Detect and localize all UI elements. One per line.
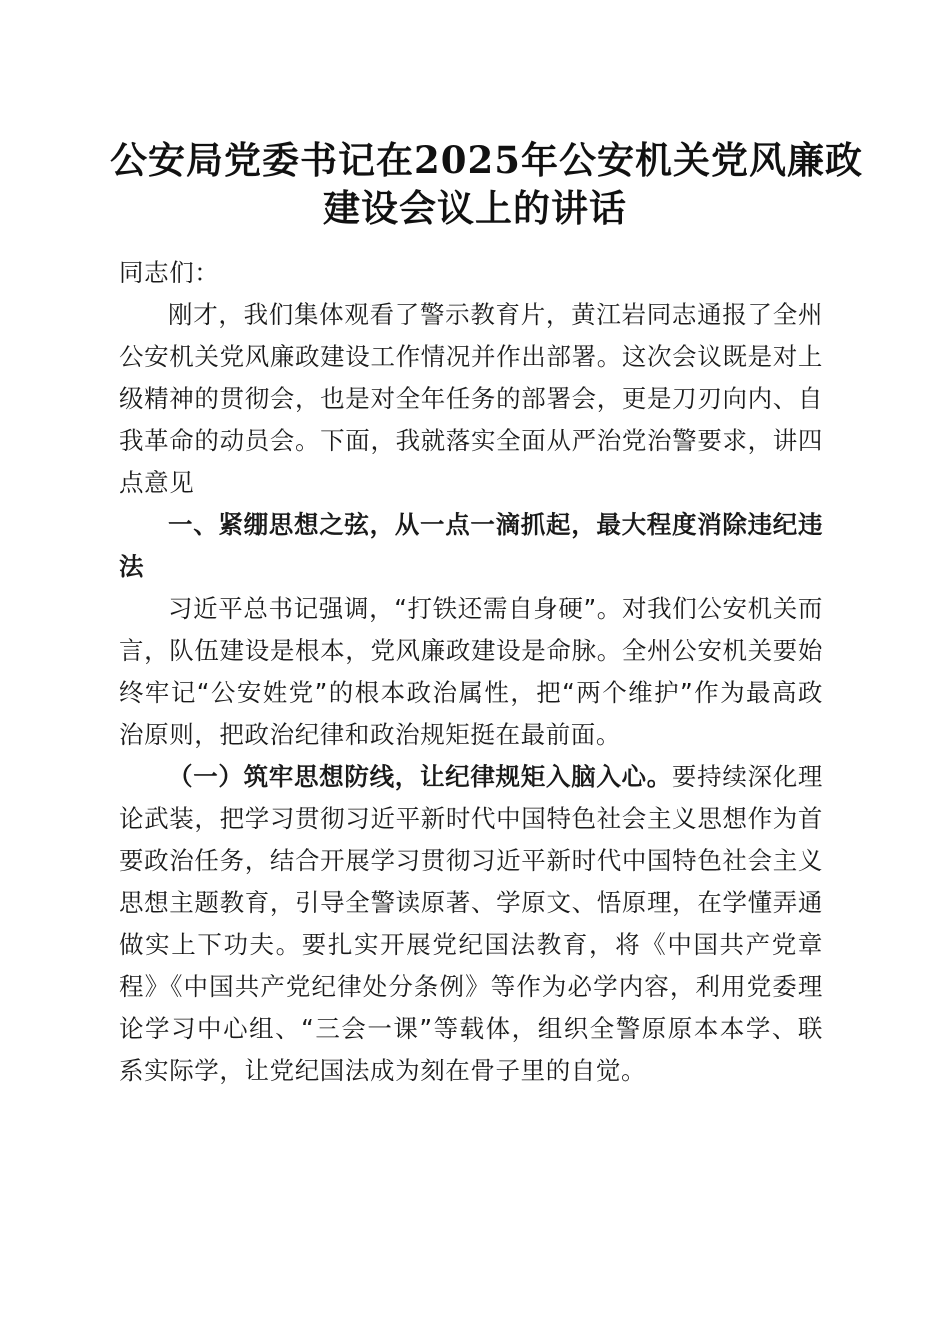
subsection-1-lead: （一）筑牢思想防线，让纪律规矩入脑入心。 (168, 762, 672, 791)
salutation: 同志们： (119, 258, 220, 287)
subsection-1-text: 要持续深化理论武装，把学习贯彻习近平新时代中国特色社会主义思想作为首要政治任务，结合开展学习贯彻习近平新时代中国特色社会主义思想主题教育，引导全警读原著、学原文、悟原理，在学懂弄通做实上下功夫。要扎实开展党纪国法教育，将《中国共产党章程》《中国共产党纪律处分条例》等作为必学内容，利用党委理论学习中心组、“三会一课”等载体，组织全警原原本本学、联系实际学，让党纪国法成为刻在骨子里的自觉。 (119, 762, 823, 1085)
intro-paragraph: 刚才，我们集体观看了警示教育片，黄江岩同志通报了全州公安机关党风廉政建设工作情况并作出部署。这次会议既是对上级精神的贯彻会，也是对全年任务的部署会，更是刀刃向内、自我革命的动员会。下面，我就落实全面从严治党治警要求，讲四点意见 (119, 300, 823, 497)
title-line-1: 公安局党委书记在2025年公安机关党风廉政 (110, 138, 863, 182)
section-1-heading: 一、紧绷思想之弦，从一点一滴抓起，最大程度消除违纪违法 (119, 510, 823, 581)
subsection-1-paragraph (119, 756, 823, 1092)
title-line-2: 建设会议上的讲话 (323, 186, 627, 230)
section-1-paragraph: 习近平总书记强调，“打铁还需自身硬”。对我们公安机关而言，队伍建设是根本，党风廉政建设是命脉。全州公安机关要始终牢记“公安姓党”的根本政治属性，把“两个维护”作为最高政治原则，把政治纪律和政治规矩挺在最前面。 (119, 594, 823, 749)
document-body (119, 252, 823, 1092)
document-title (110, 136, 863, 232)
